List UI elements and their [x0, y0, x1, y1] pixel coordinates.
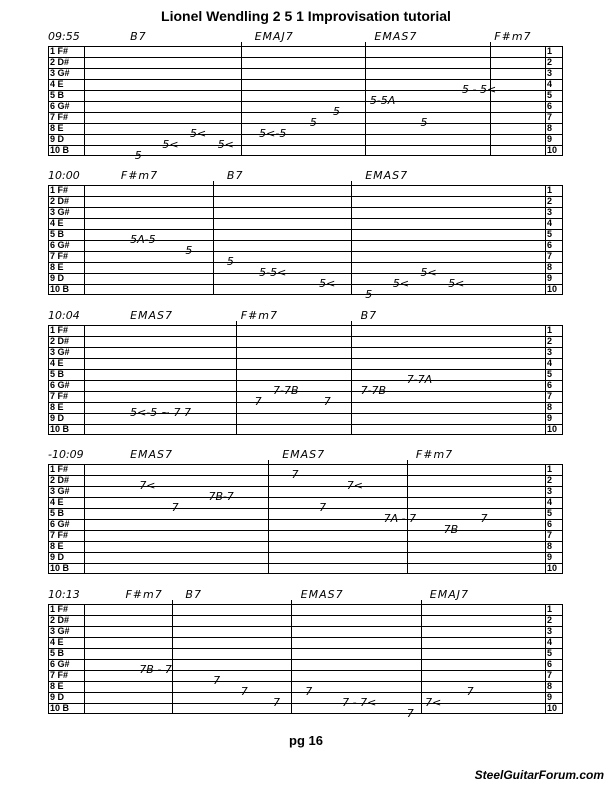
string-label: 3 G#	[50, 347, 70, 357]
string-number: 2	[547, 57, 553, 67]
string-number: 3	[547, 626, 553, 636]
tab-staff	[48, 185, 563, 301]
string-row	[48, 604, 563, 615]
string-number: 7	[547, 251, 553, 261]
string-label: 2 D#	[50, 336, 70, 346]
tab-note: 7	[323, 395, 331, 408]
string-number: 1	[547, 46, 553, 56]
string-label: 3 G#	[50, 626, 70, 636]
site-footer[interactable]: SteelGuitarForum.com	[474, 768, 604, 782]
bar-line	[236, 321, 237, 435]
string-label: 5 B	[50, 508, 65, 518]
tab-note: 7B-7	[208, 490, 234, 503]
string-row	[48, 563, 563, 574]
staff-divider	[84, 604, 85, 714]
string-row	[48, 57, 563, 68]
tab-note: 7	[406, 707, 414, 720]
string-label: 9 D	[50, 413, 65, 423]
string-label: 10 B	[50, 424, 70, 434]
string-number: 5	[547, 648, 553, 658]
string-number: 3	[547, 207, 553, 217]
string-label: 1 F#	[50, 46, 69, 56]
tab-staff	[48, 46, 563, 162]
string-label: 2 D#	[50, 475, 70, 485]
string-row	[48, 229, 563, 240]
tab-note: 5<	[162, 138, 179, 151]
tab-note: 5<	[319, 277, 336, 290]
string-number: 10	[547, 703, 558, 713]
chord-label: F#m7	[125, 588, 163, 601]
string-label: 2 D#	[50, 196, 70, 206]
string-number: 7	[547, 391, 553, 401]
string-row	[48, 347, 563, 358]
tab-note: 5	[420, 116, 428, 129]
chord-label: EMAS7	[282, 448, 326, 461]
timestamp: 10:04	[48, 309, 80, 322]
string-label: 10 B	[50, 284, 70, 294]
string-label: 6 G#	[50, 380, 70, 390]
string-row	[48, 541, 563, 552]
string-number: 2	[547, 196, 553, 206]
string-label: 10 B	[50, 703, 70, 713]
string-row	[48, 626, 563, 637]
tab-note: 5<	[392, 277, 410, 290]
string-label: 6 G#	[50, 240, 70, 250]
tab-note: 7	[319, 501, 327, 514]
bar-line	[421, 600, 422, 714]
string-label: 6 G#	[50, 519, 70, 529]
tab-note: 7	[171, 501, 179, 514]
string-number: 4	[547, 497, 553, 507]
chord-label: B7	[226, 169, 244, 182]
string-number: 5	[547, 90, 553, 100]
string-row	[48, 336, 563, 347]
string-row	[48, 145, 563, 156]
chord-label: EMAJ7	[254, 30, 294, 43]
string-number: 9	[547, 413, 553, 423]
string-number: 6	[547, 380, 553, 390]
string-label: 7 F#	[50, 530, 69, 540]
bar-line	[365, 42, 366, 156]
string-number: 4	[547, 637, 553, 647]
string-label: 2 D#	[50, 615, 70, 625]
string-label: 8 E	[50, 123, 64, 133]
page-title: Lionel Wendling 2 5 1 Improvisation tutorial	[161, 8, 451, 24]
string-number: 3	[547, 486, 553, 496]
tab-note: 5<	[190, 127, 207, 140]
string-label: 6 G#	[50, 659, 70, 669]
timestamp: 10:13	[48, 588, 80, 601]
bar-line	[172, 600, 173, 714]
staff-divider	[545, 604, 546, 714]
tab-note: 7<	[346, 479, 363, 492]
tab-note: 5	[226, 255, 234, 268]
string-row	[48, 262, 563, 273]
string-row	[48, 196, 563, 207]
tab-staff	[48, 464, 563, 574]
string-label: 1 F#	[50, 325, 69, 335]
tab-note: 7	[240, 685, 248, 698]
string-number: 2	[547, 336, 553, 346]
chord-label: B7	[185, 588, 202, 601]
tab-note: 7<	[425, 696, 442, 709]
string-label: 7 F#	[50, 391, 69, 401]
bar-line	[490, 42, 491, 156]
tab-note: 5-5A	[369, 94, 396, 107]
string-row	[48, 325, 563, 336]
string-number: 5	[547, 369, 553, 379]
string-row	[48, 218, 563, 229]
string-row	[48, 251, 563, 262]
string-number: 4	[547, 218, 553, 228]
bar-line	[241, 42, 242, 156]
tab-note: 5	[365, 288, 373, 301]
string-number: 5	[547, 229, 553, 239]
timestamp: 09:55	[48, 30, 80, 43]
string-row	[48, 46, 563, 57]
string-label: 10 B	[50, 145, 70, 155]
string-row	[48, 240, 563, 251]
tab-note: 7	[273, 696, 280, 709]
string-row	[48, 615, 563, 626]
string-label: 9 D	[50, 692, 65, 702]
chord-label: EMAS7	[365, 169, 409, 182]
chord-label: B7	[130, 30, 147, 43]
string-label: 4 E	[50, 358, 64, 368]
tab-note: 5	[134, 149, 142, 162]
tab-note: 7	[305, 685, 313, 698]
tab-note: 5<	[217, 138, 234, 151]
chord-label: F#m7	[120, 169, 159, 182]
string-number: 1	[547, 325, 553, 335]
tab-note: 5A-5	[130, 233, 156, 246]
string-label: 7 F#	[50, 251, 69, 261]
string-row	[48, 659, 563, 670]
string-number: 6	[547, 101, 553, 111]
string-label: 1 F#	[50, 185, 69, 195]
string-row	[48, 497, 563, 508]
string-row	[48, 185, 563, 196]
string-number: 8	[547, 402, 553, 412]
tab-note: 7	[291, 468, 299, 481]
string-number: 10	[547, 424, 558, 434]
string-number: 8	[547, 681, 553, 691]
string-number: 10	[547, 284, 558, 294]
string-label: 8 E	[50, 681, 64, 691]
bar-line	[268, 460, 269, 574]
bar-line	[351, 181, 352, 295]
string-label: 1 F#	[50, 464, 69, 474]
string-label: 5 B	[50, 90, 65, 100]
string-label: 7 F#	[50, 112, 69, 122]
tab-note: 7-7B	[360, 384, 387, 397]
string-number: 9	[547, 273, 553, 283]
string-number: 9	[547, 692, 553, 702]
staff-divider	[84, 325, 85, 435]
tab-note: 7-7B	[273, 384, 299, 397]
string-number: 2	[547, 475, 553, 485]
string-number: 3	[547, 68, 553, 78]
string-row	[48, 68, 563, 79]
string-label: 9 D	[50, 552, 65, 562]
string-number: 4	[547, 79, 553, 89]
tab-note: 7-7A	[406, 373, 433, 386]
string-number: 1	[547, 464, 553, 474]
bar-line	[213, 181, 214, 295]
string-number: 1	[547, 185, 553, 195]
string-row	[48, 413, 563, 424]
chord-label: EMAJ7	[429, 588, 469, 601]
tab-note: 5<	[448, 277, 465, 290]
string-row	[48, 134, 563, 145]
string-number: 5	[547, 508, 553, 518]
string-number: 6	[547, 240, 553, 250]
string-number: 2	[547, 615, 553, 625]
string-number: 9	[547, 552, 553, 562]
string-row	[48, 207, 563, 218]
tab-note: 7	[254, 395, 262, 408]
string-row	[48, 369, 563, 380]
string-row	[48, 637, 563, 648]
tab-note: 7 - 7<	[342, 696, 377, 709]
string-label: 9 D	[50, 134, 65, 144]
string-number: 4	[547, 358, 553, 368]
tab-note: 5<-5 ~ 7 7	[130, 406, 191, 419]
string-number: 1	[547, 604, 553, 614]
string-row	[48, 284, 563, 295]
staff-divider	[84, 464, 85, 574]
chord-label: F#m7	[494, 30, 532, 43]
tab-note: 7	[213, 674, 221, 687]
string-label: 3 G#	[50, 486, 70, 496]
tab-note: 5<	[420, 266, 437, 279]
string-row	[48, 358, 563, 369]
bar-line	[351, 321, 352, 435]
string-label: 5 B	[50, 229, 65, 239]
string-row	[48, 670, 563, 681]
string-label: 8 E	[50, 262, 64, 272]
string-label: 8 E	[50, 541, 64, 551]
chord-label: B7	[360, 309, 378, 322]
string-row	[48, 101, 563, 112]
page-number: pg 16	[289, 733, 323, 748]
string-row	[48, 530, 563, 541]
tab-note: 5-5<	[259, 266, 287, 279]
string-number: 8	[547, 262, 553, 272]
string-label: 9 D	[50, 273, 65, 283]
chord-label: EMAS7	[300, 588, 344, 601]
string-row	[48, 123, 563, 134]
tab-note: 5<-5	[259, 127, 287, 140]
tab-staff	[48, 604, 563, 720]
tab-note: 7<	[139, 479, 156, 492]
staff-divider	[545, 185, 546, 295]
string-number: 7	[547, 530, 553, 540]
tab-note: 5	[309, 116, 317, 129]
tab-note: 7A - 7	[383, 512, 417, 525]
string-row	[48, 703, 563, 714]
tab-staff	[48, 325, 563, 435]
timestamp: 10:00	[48, 169, 80, 182]
chord-label: F#m7	[415, 448, 454, 461]
string-row	[48, 380, 563, 391]
chord-label: EMAS7	[130, 309, 174, 322]
tab-note: 7B - 7	[139, 663, 172, 676]
string-label: 5 B	[50, 369, 65, 379]
staff-divider	[545, 325, 546, 435]
string-label: 1 F#	[50, 604, 69, 614]
string-label: 6 G#	[50, 101, 70, 111]
staff-divider	[545, 46, 546, 156]
string-label: 7 F#	[50, 670, 69, 680]
string-row	[48, 112, 563, 123]
string-row	[48, 391, 563, 402]
tab-note: 5	[332, 105, 340, 118]
staff-divider	[84, 185, 85, 295]
tab-note: 7	[466, 685, 474, 698]
string-number: 6	[547, 659, 553, 669]
tab-note: 5	[185, 244, 193, 257]
string-label: 10 B	[50, 563, 70, 573]
string-label: 8 E	[50, 402, 64, 412]
string-number: 7	[547, 112, 553, 122]
string-row	[48, 464, 563, 475]
tab-note: 7	[480, 512, 488, 525]
string-number: 10	[547, 145, 558, 155]
string-row	[48, 424, 563, 435]
string-row	[48, 648, 563, 659]
string-label: 2 D#	[50, 57, 70, 67]
timestamp: -10:09	[48, 448, 84, 461]
staff-divider	[545, 464, 546, 574]
string-label: 5 B	[50, 648, 65, 658]
string-label: 4 E	[50, 637, 64, 647]
chord-label: F#m7	[240, 309, 278, 322]
chord-label: EMAS7	[374, 30, 418, 43]
string-row	[48, 402, 563, 413]
string-label: 3 G#	[50, 207, 70, 217]
string-label: 4 E	[50, 218, 64, 228]
string-number: 3	[547, 347, 553, 357]
string-row	[48, 486, 563, 497]
string-number: 9	[547, 134, 553, 144]
staff-divider	[84, 46, 85, 156]
bar-line	[291, 600, 292, 714]
tab-note: 7B	[443, 523, 459, 536]
string-number: 7	[547, 670, 553, 680]
chord-label: EMAS7	[130, 448, 174, 461]
string-label: 4 E	[50, 497, 64, 507]
tab-note: 5 - 5<	[462, 83, 497, 96]
string-label: 3 G#	[50, 68, 70, 78]
string-number: 8	[547, 541, 553, 551]
string-number: 10	[547, 563, 558, 573]
string-row	[48, 475, 563, 486]
string-number: 6	[547, 519, 553, 529]
string-label: 4 E	[50, 79, 64, 89]
string-row	[48, 552, 563, 563]
string-row	[48, 273, 563, 284]
string-number: 8	[547, 123, 553, 133]
